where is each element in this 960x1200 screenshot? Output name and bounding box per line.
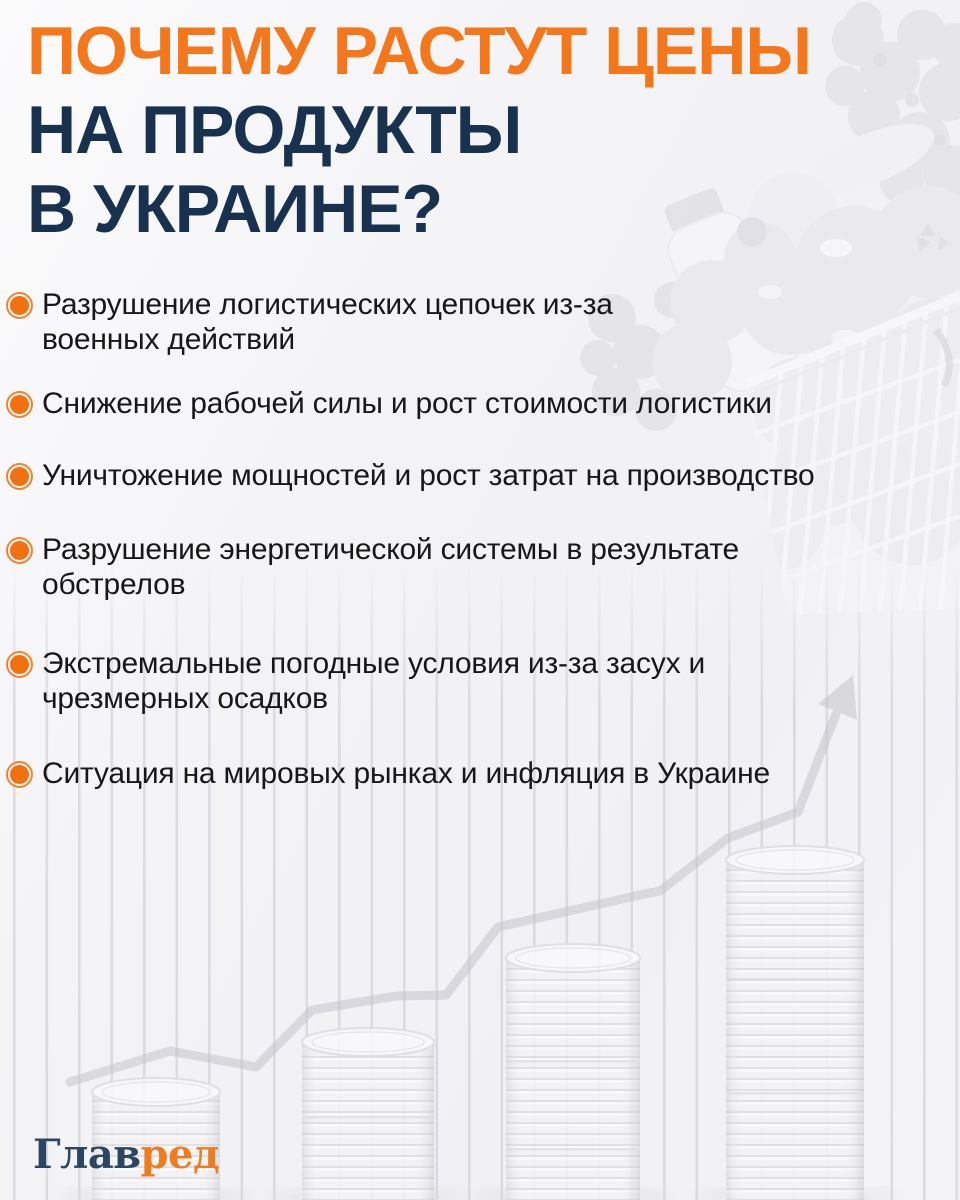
title-line-1: ПОЧЕМУ РАСТУТ ЦЕНЫ [27,13,811,89]
glavred-logo [33,1133,219,1177]
list-item: Разрушение энергетической системы в результате обстрелов [0,532,950,602]
bullet-icon [6,391,33,418]
logo-part-dark: Глав [33,1131,141,1178]
bullet-icon [6,463,33,490]
title-line-2: НА ПРОДУКТЫ [27,92,522,168]
bullet-icon [6,292,33,319]
list-item: Ситуация на мировых рынках и инфляция в Украине [0,756,950,791]
list-item: Экстремальные погодные условия из-за засух и чрезмерных осадков [0,646,950,716]
list-item: Разрушение логистических цепочек из-за военных действий [0,287,950,357]
list-item: Снижение рабочей силы и рост стоимости логистики [0,386,950,421]
bullet-icon [6,651,33,678]
logo-part-orange: ред [140,1131,220,1178]
bullet-icon [6,761,33,788]
bullet-icon [6,537,33,564]
title-line-3: В УКРАИНЕ? [27,171,443,247]
list-item: Уничтожение мощностей и рост затрат на производство [0,458,950,493]
